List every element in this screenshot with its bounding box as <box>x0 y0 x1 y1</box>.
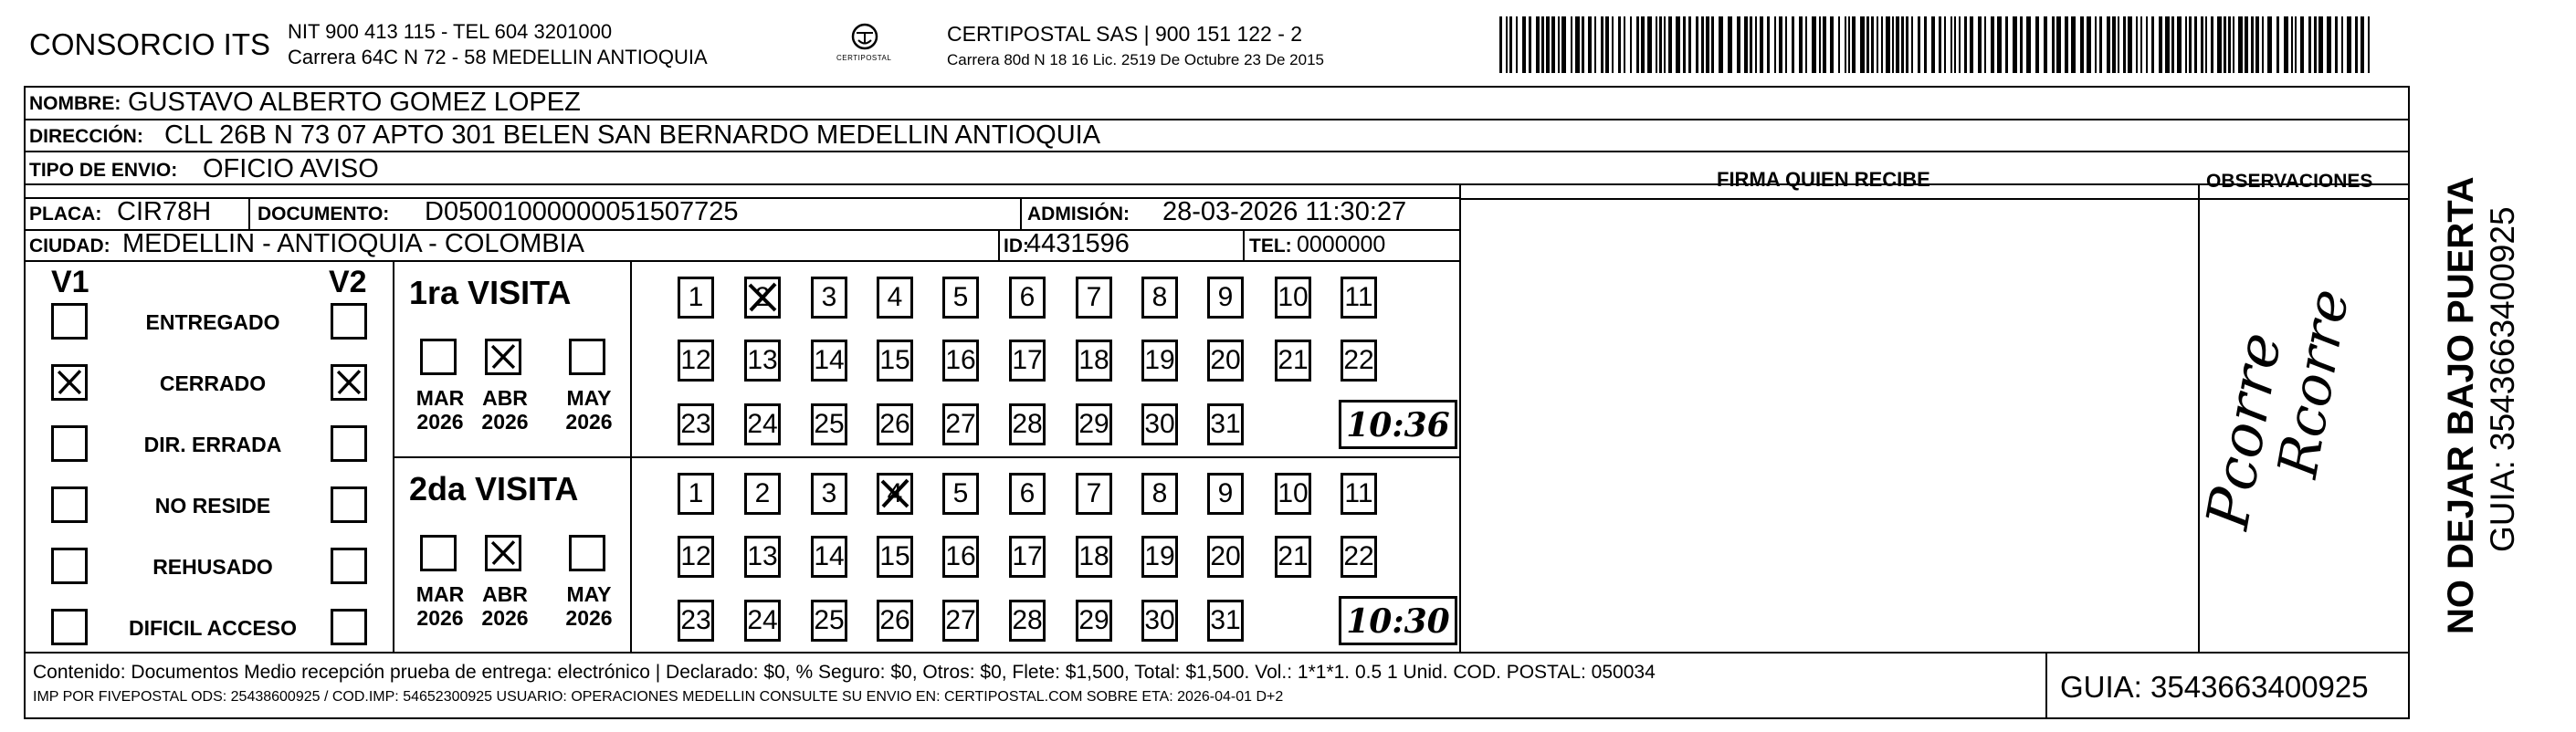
check-mark-icon <box>54 367 85 398</box>
day-box[interactable]: 28 <box>1009 403 1046 445</box>
v2-checkbox[interactable] <box>331 486 367 523</box>
observaciones-handwriting <box>2194 210 2402 639</box>
day-box[interactable]: 26 <box>877 403 913 445</box>
v1-checkbox[interactable] <box>51 486 88 523</box>
month-name: MAR <box>415 582 465 606</box>
v1-checkbox[interactable] <box>51 609 88 645</box>
check-mark-icon <box>877 473 913 515</box>
month-checkbox[interactable] <box>569 535 605 571</box>
day-box[interactable]: 15 <box>877 340 913 382</box>
day-box[interactable]: 13 <box>744 536 781 578</box>
day-box[interactable]: 21 <box>1275 340 1311 382</box>
status-label: DIFICIL ACCESO <box>128 616 297 640</box>
day-box[interactable]: 29 <box>1076 403 1112 445</box>
day-box[interactable]: 6 <box>1009 473 1046 515</box>
day-box[interactable]: 18 <box>1076 340 1112 382</box>
month-name: MAR <box>415 386 465 410</box>
day-box[interactable]: 19 <box>1141 340 1178 382</box>
month-checkbox[interactable] <box>420 535 457 571</box>
day-box[interactable]: 21 <box>1275 536 1311 578</box>
day-box[interactable]: 9 <box>1207 473 1244 515</box>
month-name: MAY <box>566 386 612 410</box>
carrier-address: Carrera 80d N 18 16 Lic. 2519 De Octubre 23 De 2015 <box>947 51 1324 68</box>
day-box[interactable]: 18 <box>1076 536 1112 578</box>
visit-title: 2da VISITA <box>409 470 579 507</box>
check-mark-icon <box>488 538 519 569</box>
admision-label: ADMISIÓN: <box>1027 204 1130 225</box>
v2-checkbox[interactable] <box>331 425 367 462</box>
name-label: NOMBRE: <box>29 93 121 114</box>
month-name: ABR <box>482 386 528 410</box>
carrier-name: CERTIPOSTAL SAS | 900 151 122 - 2 <box>947 22 1303 46</box>
day-box[interactable]: 30 <box>1141 403 1178 445</box>
day-box[interactable]: 15 <box>877 536 913 578</box>
month-year: 2026 <box>481 606 529 630</box>
placa: CIR78H <box>117 197 212 226</box>
address-label: DIRECCIÓN: <box>29 126 143 147</box>
placa-label: PLACA: <box>29 204 102 225</box>
day-mark <box>744 277 781 319</box>
day-box[interactable]: 27 <box>942 403 979 445</box>
v1-checkbox[interactable] <box>51 548 88 584</box>
company-name: CONSORCIO ITS <box>29 27 271 61</box>
ciudad-label: CIUDAD: <box>29 235 110 256</box>
day-box[interactable]: 17 <box>1009 340 1046 382</box>
v2-header: V2 <box>329 265 367 299</box>
day-box[interactable]: 4 <box>877 473 913 515</box>
handwriting-line-1: Pcorre <box>2194 327 2296 535</box>
check-mark-icon <box>333 367 364 398</box>
day-box[interactable]: 5 <box>942 277 979 319</box>
certipostal-logo <box>833 22 897 68</box>
day-box[interactable]: 24 <box>744 403 781 445</box>
id-label: ID: <box>1004 235 1029 256</box>
tipo-label: TIPO DE ENVIO: <box>29 160 178 181</box>
month-year: 2026 <box>565 606 613 630</box>
day-box[interactable]: 5 <box>942 473 979 515</box>
day-box[interactable]: 6 <box>1009 277 1046 319</box>
v2-checkbox[interactable] <box>331 609 367 645</box>
month-checkbox[interactable] <box>569 339 605 375</box>
check-mark-icon <box>744 277 781 319</box>
day-box[interactable]: 30 <box>1141 600 1178 642</box>
barcode <box>1498 16 2374 73</box>
day-box[interactable]: 28 <box>1009 600 1046 642</box>
tel-label: TEL: <box>1249 235 1292 256</box>
day-box[interactable]: 3 <box>811 277 847 319</box>
v2-checkbox[interactable] <box>331 364 367 401</box>
day-box[interactable]: 26 <box>877 600 913 642</box>
day-box[interactable]: 14 <box>811 340 847 382</box>
day-box[interactable]: 24 <box>744 600 781 642</box>
day-box[interactable]: 22 <box>1341 536 1377 578</box>
day-box[interactable]: 19 <box>1141 536 1178 578</box>
month-name: MAY <box>566 582 612 606</box>
day-box[interactable]: 23 <box>678 600 714 642</box>
day-box[interactable]: 14 <box>811 536 847 578</box>
recipient-address: CLL 26B N 73 07 APTO 301 BELEN SAN BERNARDO MEDELLIN ANTIOQUIA <box>164 120 1101 150</box>
day-box[interactable]: 27 <box>942 600 979 642</box>
v1-checkbox[interactable] <box>51 364 88 401</box>
company-address: Carrera 64C N 72 - 58 MEDELLIN ANTIOQUIA <box>288 46 708 68</box>
day-box[interactable]: 25 <box>811 403 847 445</box>
day-box[interactable]: 25 <box>811 600 847 642</box>
month-checkbox[interactable] <box>420 339 457 375</box>
month-year: 2026 <box>416 606 464 630</box>
day-mark <box>877 473 913 515</box>
side-notice: NO DEJAR BAJO PUERTA <box>2441 176 2481 634</box>
v2-checkbox[interactable] <box>331 303 367 340</box>
day-box[interactable]: 8 <box>1141 277 1178 319</box>
month-year: 2026 <box>565 410 613 434</box>
v1-checkbox[interactable] <box>51 425 88 462</box>
status-label: DIR. ERRADA <box>143 433 282 456</box>
day-box[interactable]: 2 <box>744 277 781 319</box>
day-box[interactable]: 11 <box>1341 277 1377 319</box>
side-guia: GUIA: 3543663400925 <box>2484 206 2521 552</box>
day-box[interactable]: 1 <box>678 473 714 515</box>
status-label: ENTREGADO <box>145 310 280 334</box>
v1-header: V1 <box>51 265 89 299</box>
day-box[interactable]: 8 <box>1141 473 1178 515</box>
admision-date: 28-03-2026 11:30:27 <box>1162 197 1407 226</box>
month-name: ABR <box>482 582 528 606</box>
time-box[interactable]: 10:30 <box>1339 596 1457 645</box>
day-box[interactable]: 20 <box>1207 536 1244 578</box>
day-box[interactable]: 10 <box>1275 277 1311 319</box>
ciudad: MEDELLIN - ANTIOQUIA - COLOMBIA <box>122 229 584 258</box>
day-box[interactable]: 29 <box>1076 600 1112 642</box>
observaciones-header: OBSERVACIONES <box>2206 171 2373 192</box>
day-box[interactable]: 7 <box>1076 277 1112 319</box>
day-box[interactable]: 16 <box>942 340 979 382</box>
tipo-envio: OFICIO AVISO <box>203 154 379 183</box>
v1-checkbox[interactable] <box>51 303 88 340</box>
logo-text: CERTIPOSTAL <box>836 54 892 62</box>
firma-header: FIRMA QUIEN RECIBE <box>1717 168 1930 191</box>
tel-value: 0000000 <box>1297 232 1386 257</box>
day-box[interactable]: 7 <box>1076 473 1112 515</box>
month-year: 2026 <box>416 410 464 434</box>
documento-label: DOCUMENTO: <box>258 204 390 225</box>
day-box[interactable]: 10 <box>1275 473 1311 515</box>
month-checkbox[interactable] <box>485 339 521 375</box>
company-nit: NIT 900 413 115 - TEL 604 3201000 <box>288 20 613 43</box>
recipient-name: GUSTAVO ALBERTO GOMEZ LOPEZ <box>128 88 581 117</box>
day-box[interactable]: 12 <box>678 536 714 578</box>
day-box[interactable]: 2 <box>744 473 781 515</box>
day-box[interactable]: 3 <box>811 473 847 515</box>
status-label: REHUSADO <box>152 555 273 579</box>
visit-title: 1ra VISITA <box>409 274 572 311</box>
day-box[interactable]: 13 <box>744 340 781 382</box>
status-label: CERRADO <box>159 371 267 395</box>
day-box[interactable]: 22 <box>1341 340 1377 382</box>
status-label: NO RESIDE <box>154 494 271 518</box>
day-box[interactable]: 23 <box>678 403 714 445</box>
check-mark-icon <box>488 341 519 372</box>
footer-content: Contenido: Documentos Medio recepción prueba de entrega: electrónico | Declarado: $0, % Seguro: $0, Otros: $0, Flete: $1,500, Total: $1,500. Vol.: 1*1*1. 0.5 1 Unid. COD. POSTAL: 050034 <box>33 662 1656 683</box>
day-box[interactable]: 4 <box>877 277 913 319</box>
day-box[interactable]: 16 <box>942 536 979 578</box>
day-box[interactable]: 12 <box>678 340 714 382</box>
time-box[interactable]: 10:36 <box>1339 400 1457 449</box>
footer-imp: IMP POR FIVEPOSTAL ODS: 25438600925 / COD.IMP: 54652300925 USUARIO: OPERACIONES MEDELLIN CONSULTE SU ENVIO EN: CERTIPOSTAL.COM SOBRE ETA: 2026-04-01 D+2 <box>33 689 1284 705</box>
month-checkbox[interactable] <box>485 535 521 571</box>
day-box[interactable]: 20 <box>1207 340 1244 382</box>
day-box[interactable]: 1 <box>678 277 714 319</box>
day-box[interactable]: 31 <box>1207 600 1244 642</box>
v2-checkbox[interactable] <box>331 548 367 584</box>
footer-guia: GUIA: 3543663400925 <box>2060 670 2369 704</box>
handwriting-line-2: Rcorre <box>2266 284 2362 483</box>
day-box[interactable]: 9 <box>1207 277 1244 319</box>
day-box[interactable]: 17 <box>1009 536 1046 578</box>
id-value: 4431596 <box>1026 229 1130 258</box>
month-year: 2026 <box>481 410 529 434</box>
day-box[interactable]: 31 <box>1207 403 1244 445</box>
day-box[interactable]: 11 <box>1341 473 1377 515</box>
documento: D05001000000051507725 <box>425 197 739 226</box>
